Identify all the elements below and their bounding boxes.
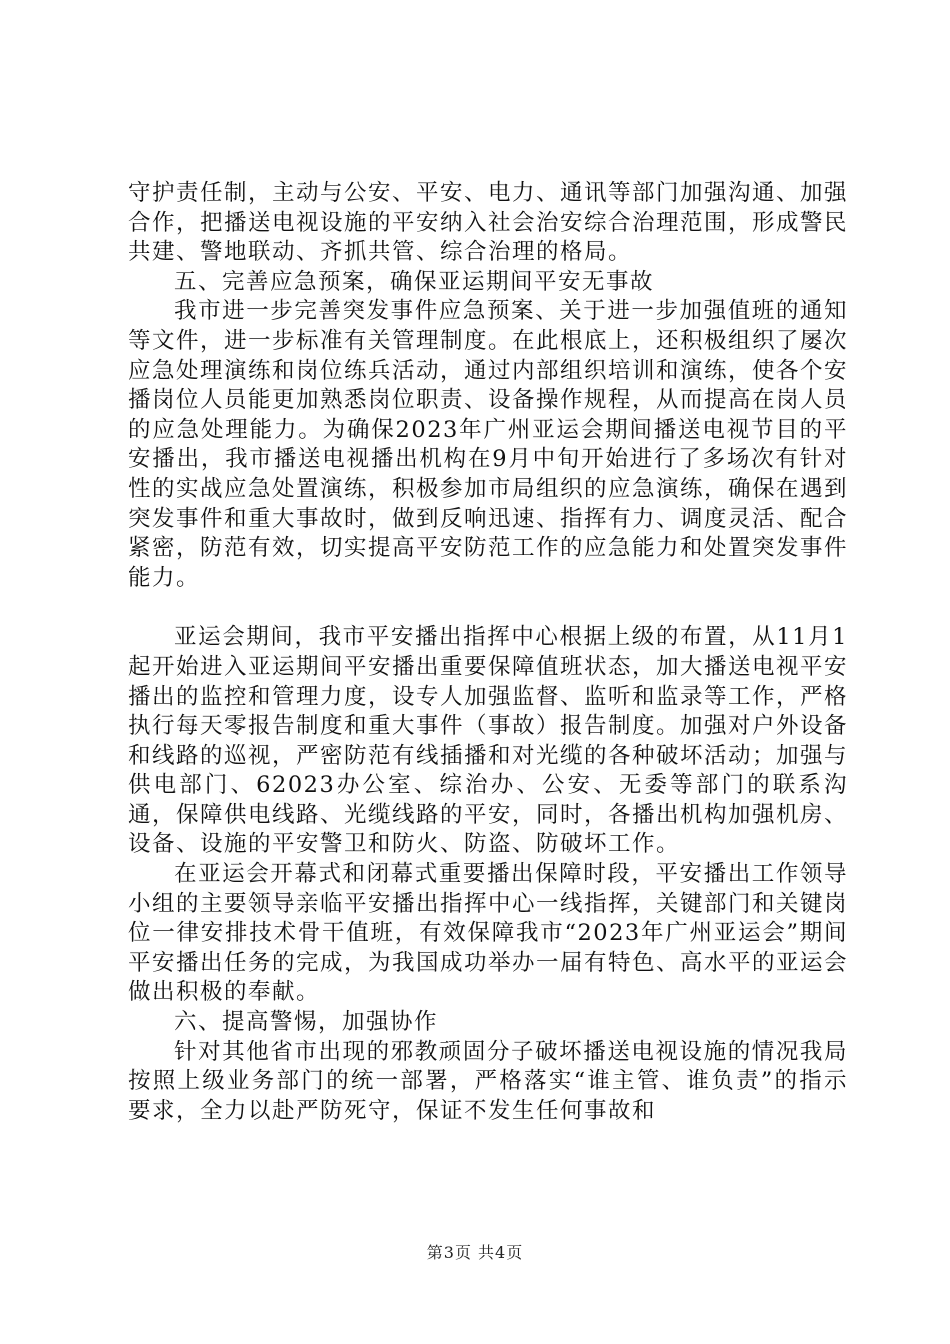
section-heading-5: 五、完善应急预案，确保亚运期间平安无事故: [174, 268, 655, 295]
page-footer: 第3页 共4页: [426, 1243, 524, 1262]
document-body: [128, 179, 848, 1126]
paragraph-emergency-plan: 我市进一步完善突发事件应急预案、关于进一步加强值班的通知等文件，进一步标准有关管理制度。在此根底上，还积极组织了屡次应急处理演练和岗位练兵活动，通过内部组织培训和演练，使各个安播岗位人员能更加熟悉岗位职责、设备操作规程，从而提高在岗人员的应急处理能力。为确保2023年广州亚运会期间播送电视节目的平安播出，我市播送电视播出机构在9月中旬开始进行了多场次有针对性的实战应急处置演练，积极参加市局组织的应急演练，确保在遇到突发事件和重大事故时，做到反响迅速、指挥有力、调度灵活、配合紧密，防范有效，切实提高平安防范工作的应急能力和处置突发事件能力。: [128, 298, 849, 591]
paragraph-asian-games-period: 亚运会期间，我市平安播出指挥中心根据上级的布置，从11月1起开始进入亚运期间平安播出重要保障值班状态，加大播送电视平安播出的监控和管理力度，设专人加强监督、监听和监录等工作，严格执行每天零报告制度和重大事件（事故）报告制度。加强对户外设备和线路的巡视，严密防范有线插播和对光缆的各种破坏活动；加强与供电部门、62023办公室、综治办、公安、无委等部门的联系沟通，保障供电线路、光缆线路的平安，同时，各播出机构加强机房、设备、设施的平安警卫和防火、防盗、防破坏工作。: [128, 624, 849, 858]
section-heading-6: 六、提高警惕，加强协作: [174, 1009, 439, 1036]
paragraph-gap: [128, 593, 848, 623]
paragraph-continuation: 守护责任制，主动与公安、平安、电力、通讯等部门加强沟通、加强合作，把播送电视设施的平安纳入社会治安综合治理范围，形成警民共建、警地联动、齐抓共管、综合治理的格局。: [128, 180, 849, 266]
paragraph-vigilance: 针对其他省市出现的邪教顽固分子破坏播送电视设施的情况我局按照上级业务部门的统一部署，严格落实“谁主管、谁负责”的指示要求，全力以赴严防死守，保证不发生任何事故和: [128, 1038, 848, 1124]
paragraph-opening-closing: 在亚运会开幕式和闭幕式重要播出保障时段，平安播出工作领导小组的主要领导亲临平安播出指挥中心一线指挥，关键部门和关键岗位一律安排技术骨干值班，有效保障我市“2023年广州亚运会”期间平安播出任务的完成，为我国成功举办一届有特色、高水平的亚运会做出积极的奉献。: [128, 861, 849, 1006]
